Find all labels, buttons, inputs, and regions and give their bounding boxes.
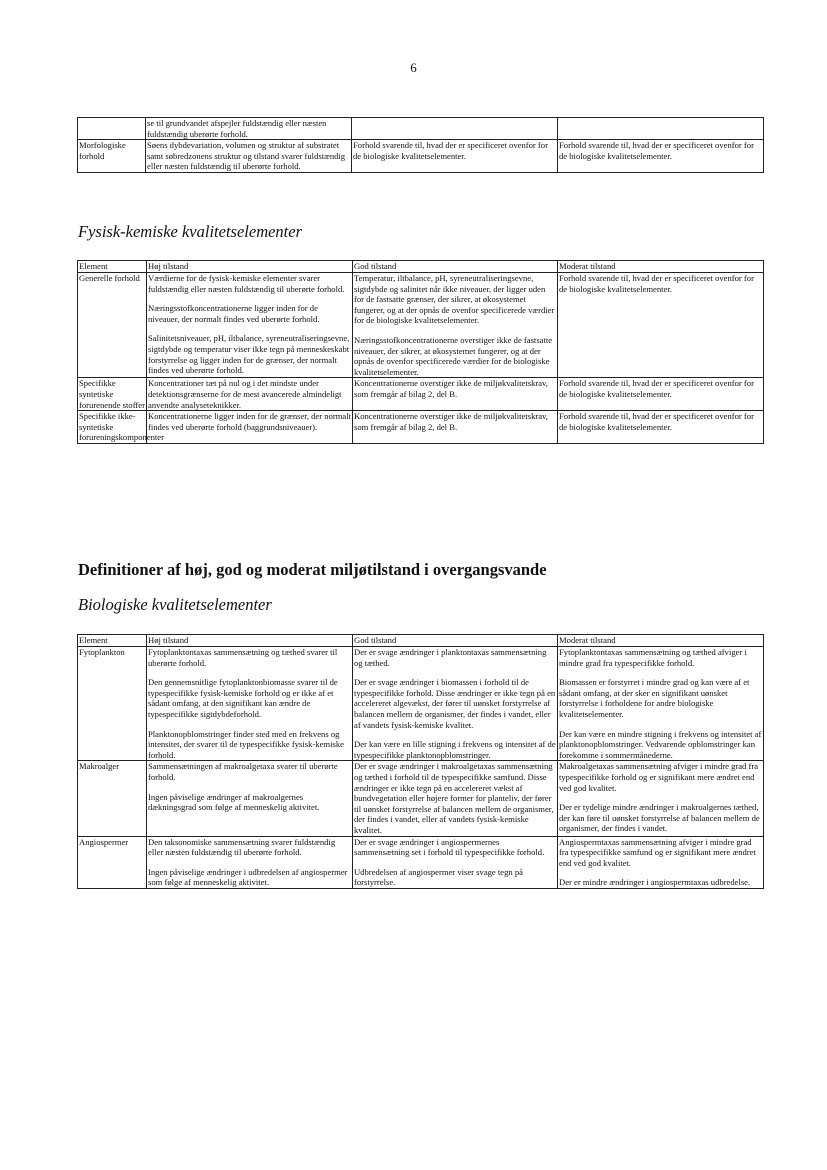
table-header-row: [78, 635, 764, 647]
cell-paragraph: Koncentrationerne ligger inden for de grænser, der normalt findes ved uberørte forhold (baggrundsniveauer).: [148, 411, 351, 432]
moderat-cell: [558, 378, 764, 411]
element-cell: Fytoplankton: [78, 647, 147, 761]
table-row: [78, 118, 764, 140]
hoj-cell: Søens dybdevariation, volumen og struktur af substratet samt søbredzonens struktur og tilstand svarer fuldstændig eller næsten fuldstændig til uberørte forhold.: [146, 140, 352, 173]
hoj-cell: [147, 378, 353, 411]
cell-paragraph: Værdierne for de fysisk-kemiske elementer svarer fuldstændig eller næsten fuldstændig til uberørte forhold.: [148, 273, 345, 294]
table-row: [78, 647, 764, 761]
cell-paragraph: Den taksonomiske sammensætning svarer fuldstændig eller næsten fuldstændig til uberørte forhold.: [148, 836, 336, 858]
god-cell: [352, 118, 558, 140]
header-god: God tilstand: [353, 635, 558, 647]
cell-paragraph: Der er svage ændringer i makroalgetaxas sammensætning og tæthed i forhold til de typespecifikke samfund. Disse ændringer er ikke tegn på en accelereret vækst af bundvegetation eller højere former for planteliv, der fører til uønsket forstyrrelse af balancen mellem de organismer, der findes i vandet, eller af vandets fysisk-kemiske kvalitet.: [354, 761, 554, 835]
table-row: [78, 836, 764, 888]
cell-paragraph: Biomassen er forstyrret i mindre grad og kan være af et sådant omfang, at der sker en signifikant uønsket forstyrrelse i forholdene for andre biologiske kvalitetselementer.: [559, 677, 750, 719]
cell-paragraph: Forhold svarende til, hvad der er specificeret ovenfor for de biologiske kvalitetselementer.: [559, 273, 754, 294]
god-cell: [353, 836, 558, 888]
moderat-cell: [558, 647, 764, 761]
cell-paragraph: Angiospermtaxas sammensætning afviger i mindre grad fra typespecifikke samfund og er signifikant mere ændret end ved god kvalitet.: [559, 836, 756, 868]
moderat-cell: [558, 273, 764, 378]
hoj-cell: [147, 647, 353, 761]
table-row: [78, 761, 764, 836]
biological-table: [77, 634, 764, 889]
moderat-cell: Forhold svarende til, hvad der er specificeret ovenfor for de biologiske kvalitetselementer.: [558, 140, 764, 173]
element-cell: Generelle forhold: [78, 273, 147, 378]
hoj-cell: [147, 411, 353, 444]
cell-paragraph: Der er tydelige mindre ændringer i makroalgernes tæthed, der kan føre til uønsket forstyrrelse af balancen mellem de organismer, der findes i vandet.: [559, 802, 760, 834]
god-cell: Forhold svarende til, hvad der er specificeret ovenfor for de biologiske kvalitetselementer.: [352, 140, 558, 173]
header-god: God tilstand: [353, 261, 558, 273]
god-cell: [353, 273, 558, 378]
cell-paragraph: Der kan være en lille stigning i frekvens og intensitet af de typespecifikke planktonopblomstringer.: [354, 739, 556, 760]
table-row: [78, 273, 764, 378]
moderat-cell: [558, 836, 764, 888]
cell-paragraph: Koncentrationer tæt på nul og i det mindste under detektionsgrænserne for de mest avancerede almindeligt anvendte analyseteknikker.: [148, 378, 342, 410]
cell-paragraph: Den gennemsnitlige fytoplanktonbiomasse svarer til de typespecifikke fysisk-kemiske forhold og er ikke af et sådant omfang, at den signifikant kan ændre de typespecifikke sigtdybdeforhold.: [148, 677, 338, 719]
cell-paragraph: Ingen påviselige ændringer i udbredelsen af angiospermer som følge af menneskelig aktivitet.: [148, 866, 348, 888]
god-cell: [353, 411, 558, 444]
moderat-cell: [558, 411, 764, 444]
main-heading: Definitioner af høj, god og moderat miljøtilstand i overgangsvande: [78, 560, 547, 579]
element-cell: Makroalger: [78, 761, 147, 836]
cell-paragraph: Der er svage ændringer i planktontaxas sammensætning og tæthed.: [354, 647, 547, 668]
element-cell: [78, 118, 146, 140]
cell-paragraph: Der kan være en mindre stigning i frekvens og intensitet af planktonopblomstringer. Vedvarende opblomstringer kan forekomme i sommermånederne.: [559, 728, 762, 760]
hoj-cell: se til grundvandet afspejler fuldstændig eller næsten fuldstændig uberørte forhold.: [146, 118, 352, 140]
section-heading-physchem: Fysisk-kemiske kvalitetselementer: [78, 222, 303, 241]
header-hoj: Høj tilstand: [147, 261, 353, 273]
page-number: 6: [410, 60, 417, 75]
cell-paragraph: Forhold svarende til, hvad der er specificeret ovenfor for de biologiske kvalitetselementer.: [559, 411, 754, 432]
top-table: [77, 117, 764, 173]
cell-paragraph: Næringsstofkoncentrationerne overstiger ikke de fastsatte niveauer, der sikrer, at økosystemet fungerer, og at der opnås de ovenfor specificerede værdier for de biologiske kvalitetselementer.: [354, 334, 553, 377]
cell-paragraph: Næringsstofkoncentrationerne ligger inden for de niveauer, der normalt findes ved uberørte forhold.: [148, 303, 320, 324]
cell-paragraph: Makroalgetaxas sammensætning afviger i mindre grad fra typespecifikke forhold og er signifikant mere ændret end ved god kvalitet.: [559, 761, 759, 793]
cell-paragraph: Koncentrationerne overstiger ikke de miljøkvalitetskrav, som fremgår af bilag 2, del B.: [354, 378, 548, 399]
header-moderat: Moderat tilstand: [558, 261, 764, 273]
moderat-cell: [558, 118, 764, 140]
section-heading-biological: Biologiske kvalitetselementer: [78, 595, 272, 614]
header-moderat: Moderat tilstand: [558, 635, 764, 647]
cell-paragraph: Fytoplanktontaxas sammensætning og tæthed afviger i mindre grad fra typespecifikke forhold.: [559, 647, 747, 668]
element-cell: Specifikke syntetiske forurenende stoffer: [79, 378, 145, 410]
cell-paragraph: Udbredelsen af angiospermer viser svage tegn på forstyrrelse.: [354, 866, 523, 888]
god-cell: [353, 378, 558, 411]
hoj-cell: [147, 761, 353, 836]
cell-paragraph: Sammensætningen af makroalgetaxa svarer til uberørte forhold.: [148, 761, 338, 782]
cell-paragraph: Der er svage ændringer i biomassen i forhold til de typespecifikke forhold. Disse ændringer er ikke tegn på en accelereret algevækst, der fører til uønsket forstyrrelse af balancen mellem de organismer, der findes i vandet, eller af vandets fysisk-kemiske kvalitet.: [354, 677, 556, 730]
cell-paragraph: Fytoplanktontaxas sammensætning og tæthed svarer til uberørte forhold.: [148, 647, 338, 668]
header-hoj: Høj tilstand: [147, 635, 353, 647]
table-row: [78, 140, 764, 173]
table-row: [78, 411, 764, 444]
god-cell: [353, 647, 558, 761]
element-cell: Angiospermer: [78, 836, 147, 888]
god-cell: [353, 761, 558, 836]
physchem-table: [77, 260, 764, 444]
table-header-row: [78, 261, 764, 273]
cell-paragraph: Der er mindre ændringer i angiospermtaxas udbredelse.: [559, 877, 751, 888]
cell-paragraph: Ingen påviselige ændringer af makroalgernes dækningsgrad som følge af menneskelig aktivitet.: [148, 791, 320, 813]
moderat-cell: [558, 761, 764, 836]
table-row: [78, 378, 764, 411]
cell-paragraph: Planktonopblomstringer finder sted med en frekvens og intensitet, der svarer til de typespecifikke fysisk-kemiske forhold.: [148, 728, 344, 760]
hoj-cell: [147, 836, 353, 888]
cell-paragraph: Der er svage ændringer i angiospermernes sammensætning set i forhold til typespecifikke forhold.: [354, 836, 545, 858]
cell-paragraph: Forhold svarende til, hvad der er specificeret ovenfor for de biologiske kvalitetselementer.: [559, 378, 754, 399]
cell-paragraph: Temperatur, iltbalance, pH, syreneutraliseringsevne, sigtdybde og salinitet når ikke niveauer, der ligger uden for de fastsatte grænser, der sikrer, at økosystemet fungerer, og at der opnås de ovenfor specificerede værdier for de biologiske kvalitetselementer.: [354, 273, 555, 326]
cell-paragraph: Salinitetsniveauer, pH, iltbalance, syreneutraliseringsevne, sigtdybde og temperatur viser ikke tegn på menneskeskabt forstyrrelse og ligger inden for de grænser, der normalt findes ved uberørte forhold.: [148, 333, 350, 376]
hoj-cell: [147, 273, 353, 378]
cell-paragraph: Koncentrationerne overstiger ikke de miljøkvalitetskrav, som fremgår af bilag 2, del B.: [354, 411, 548, 432]
header-element: Element: [78, 635, 147, 647]
element-cell: Specifikke ikke-syntetiske forureningskomponenter: [79, 411, 164, 443]
header-element: Element: [78, 261, 147, 273]
element-cell: Morfologiske forhold: [78, 140, 146, 173]
